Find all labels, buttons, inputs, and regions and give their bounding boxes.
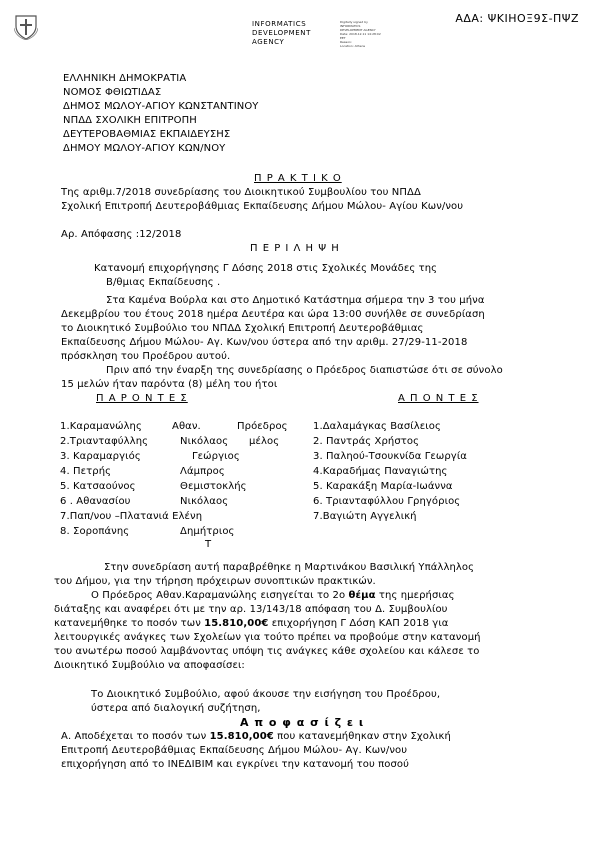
present-member-name: 6 . Αθανασίου	[60, 496, 131, 507]
header-line: ΔΗΜΟΥ ΜΩΛΟΥ-ΑΓΙΟΥ ΚΩΝ/ΝΟΥ	[63, 143, 226, 154]
ida-signature-logo	[252, 20, 311, 47]
signature-detail-line: DEVELOPMENT AGENCY	[340, 28, 376, 32]
present-heading: Π Α Ρ Ο Ν Τ Ε Σ	[96, 393, 188, 404]
decision-a-line: επιχορήγηση από το ΙΝΕΔΙΒΙΜ και εγκρίνει την κατανομή του ποσού	[61, 759, 410, 770]
present-member-name: 3. Καραμαργιός	[60, 451, 141, 462]
summary-line: Β/θμιας Εκπαίδευσης .	[106, 277, 221, 288]
absent-member: 5. Καρακάξη Μαρία-Ιωάννα	[313, 481, 453, 492]
present-member-first: Δημήτριος	[180, 526, 235, 537]
header-line: ΕΛΛΗΝΙΚΗ ΔΗΜΟΚΡΑΤΙΑ	[63, 73, 187, 84]
amount-emphasis: 15.810,00€	[209, 731, 274, 742]
praktiko-title: Π Ρ Α Κ Τ Ι Κ Ο	[254, 173, 342, 184]
board-line: Το Διοικητικό Συμβούλιο, αφού άκουσε την εισήγηση του Προέδρου,	[91, 689, 441, 700]
present-member-first: Λάμπρος	[180, 466, 225, 477]
header-line: ΝΟΜΟΣ ΦΘΙΩΤΙΔΑΣ	[63, 87, 162, 98]
proposal-item-emphasis: θέμα	[348, 590, 376, 601]
proposal-line: του ανωτέρω ποσού λαμβάνοντας υπόψη τις ανάγκες κάθε σχολείου και κάλεσε το	[54, 646, 480, 657]
header-line: ΔΗΜΟΣ ΜΩΛΟΥ-ΑΓΙΟΥ ΚΩΝΣΤΑΝΤΙΝΟΥ	[63, 101, 259, 112]
present-member-role: μέλος	[249, 436, 280, 447]
amount-emphasis: 15.810,00€	[204, 618, 269, 629]
signature-detail-line: Date: 2018.12.11 14:28:02	[340, 32, 381, 36]
greek-coat-of-arms-icon	[14, 14, 38, 40]
absent-member: 3. Παληού-Τσουκνίδα Γεωργία	[313, 451, 467, 462]
decision-a-line-1	[61, 730, 451, 743]
header-line: ΔΕΥΤΕΡΟΒΑΘΜΙΑΣ ΕΚΠΑΙΔΕΥΣΗΣ	[63, 129, 231, 140]
header-line: ΝΠΔΔ ΣΧΟΛΙΚΗ ΕΠΙΤΡΟΠΗ	[63, 115, 197, 126]
absent-member: 4.Καραδήμας Παναγιώτης	[313, 466, 448, 477]
ada-code: ΑΔΑ: ΨΚΙΗΟΞ9Σ-ΠΨΖ	[455, 12, 579, 25]
quorum-line: 15 μελών ήταν παρόντα (8) μέλη του ήτοι	[61, 379, 278, 390]
secretary-line: Στην συνεδρίαση αυτή παραβρέθηκε η Μαρτινάκου Βασιλική Υπάλληλος	[104, 562, 475, 573]
signature-detail-line: Location: Athens	[340, 44, 366, 48]
ida-logo-line: DEVELOPMENT	[252, 29, 311, 37]
board-line: ύστερα από διαλογική συζήτηση,	[91, 703, 261, 714]
secretary-line: του Δήμου, για την τήρηση πρόχειρων συνοπτικών πρακτικών.	[54, 576, 376, 587]
signature-detail-line: Digitally signed by	[340, 20, 368, 24]
decision-text: που κατανεμήθηκαν στην Σχολική	[273, 731, 451, 742]
proposal-line: διάταξης και αναφέρει ότι με την αρ. 13/143/18 απόφαση του Δ. Συμβουλίου	[54, 604, 448, 615]
ida-logo-line: AGENCY	[252, 38, 285, 46]
decides-heading: Α π ο φ α σ ί ζ ε ι	[240, 716, 365, 729]
summary-title: Π Ε Ρ Ι Λ Η Ψ Η	[250, 243, 340, 254]
present-member-name: 8. Σοροπάνης	[60, 526, 130, 537]
signature-detail-line: INFORMATICS	[340, 24, 361, 28]
absent-member: 2. Παντράς Χρήστος	[313, 436, 420, 447]
intro-line: Εκπαίδευσης Δήμου Μώλου- Αγ. Κων/νου ύστερα από την αριθμ. 27/29-11-2018	[61, 337, 468, 348]
present-member-first: Νικόλαος	[180, 436, 229, 447]
present-member-name: 7.Παπ/νου –Πλατανιά Ελένη	[60, 511, 203, 522]
decision-number: Αρ. Απόφασης :12/2018	[61, 229, 182, 240]
proposal-text: Ο Πρόεδρος Αθαν.Καραμανώλης εισηγείται το 2ο	[91, 590, 349, 601]
present-member-first: Θεμιστοκλής	[180, 481, 247, 492]
intro-line: Στα Καμένα Βούρλα και στο Δημοτικό Κατάστημα σήμερα την 3 του μήνα	[106, 295, 485, 306]
present-member-name: 5. Κατσαούνος	[60, 481, 136, 492]
proposal-text: κατανεμήθηκε το ποσόν των	[54, 618, 205, 629]
proposal-text: επιχορήγηση Γ Δόση ΚΑΠ 2018 για	[268, 618, 449, 629]
present-extra-mark: Τ	[205, 539, 212, 550]
absent-member: 1.Δαλαμάγκας Βασίλειος	[313, 421, 441, 432]
session-line: Της αριθμ.7/2018 συνεδρίασης του Διοικητικού Συμβουλίου του ΝΠΔΔ	[61, 187, 421, 198]
present-member-name: 4. Πετρής	[60, 466, 112, 477]
present-member-first: Νικόλαος	[180, 496, 229, 507]
session-line: Σχολική Επιτροπή Δευτεροβάθμιας Εκπαίδευσης Δήμου Μώλου- Αγίου Κων/νου	[61, 201, 464, 212]
proposal-line: Διοικητικό Συμβούλιο να αποφασίσει:	[54, 660, 245, 671]
absent-member: 6. Τριανταφύλλου Γρηγόριος	[313, 496, 461, 507]
intro-line: πρόσκληση του Προέδρου αυτού.	[61, 351, 231, 362]
absent-member: 7.Βαγιώτη Αγγελική	[313, 511, 417, 522]
intro-line: το Διοικητικό Συμβούλιο του ΝΠΔΔ Σχολική Επιτροπή Δευτεροβάθμιας	[61, 323, 424, 334]
present-member-first: Αθαν.	[172, 421, 201, 432]
absent-heading: Α Π Ο Ν Τ Ε Σ	[398, 393, 479, 404]
proposal-line-3	[54, 617, 449, 630]
summary-line: Κατανομή επιχορήγησης Γ Δόσης 2018 στις Σχολικές Μονάδες της	[94, 263, 438, 274]
quorum-line: Πριν από την έναρξη της συνεδρίασης ο Πρόεδρος διαπιστώσε ότι σε σύνολο	[106, 365, 503, 376]
decision-text: Α. Αποδέχεται το ποσόν των	[61, 731, 210, 742]
proposal-line-1	[91, 589, 455, 602]
ida-logo-line: INFORMATICS	[252, 20, 307, 28]
proposal-line: λειτουργικές ανάγκες των Σχολείων για τούτο πρέπει να προβούμε στην κατανομή	[54, 632, 481, 643]
signature-detail-line: EET	[340, 36, 346, 40]
signature-detail-line: Reason:	[340, 40, 352, 44]
intro-line: Δεκεμβρίου του έτους 2018 ημέρα Δευτέρα και ώρα 13:00 συνήλθε σε συνεδρίαση	[61, 309, 485, 320]
present-member-name: 1.Καραμανώλης	[60, 421, 142, 432]
proposal-text: της ημερήσιας	[375, 590, 455, 601]
present-member-role: Πρόεδρος	[237, 421, 288, 432]
present-member-name: 2.Τριανταφύλλης	[60, 436, 149, 447]
digital-signature-details	[340, 20, 381, 48]
present-member-first: Γεώργιος	[192, 451, 240, 462]
decision-a-line: Επιτροπή Δευτεροβάθμιας Εκπαίδευσης Δήμου Μώλου- Αγ. Κων/νου	[61, 745, 408, 756]
